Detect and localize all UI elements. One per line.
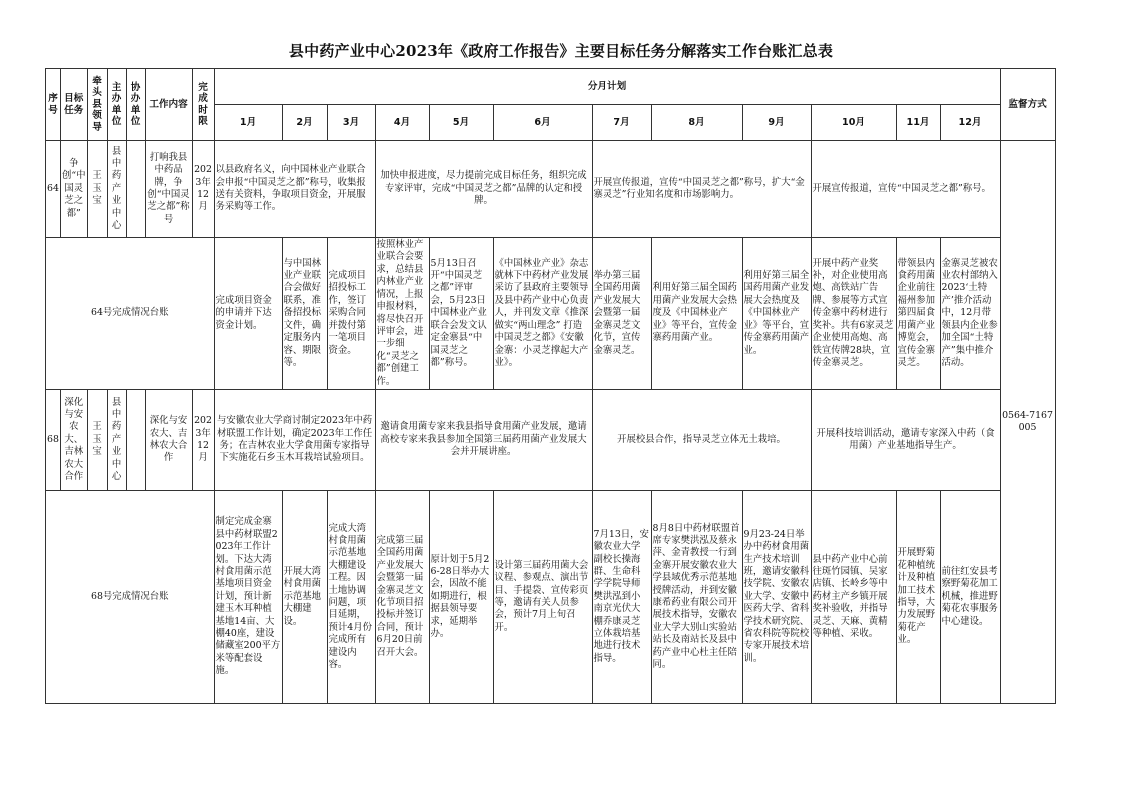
row64-status-m11: 带领县内食药用菌企业前往福州参加第四届食用菌产业博览会，宣传金寨灵芝。: [896, 238, 940, 390]
header-month: 5月: [429, 105, 493, 141]
row64-plan-q4: 开展宣传报道，宣传“中国灵芝之都”称号。: [811, 141, 1000, 238]
row64-lead: 王玉宝: [87, 141, 107, 238]
header-month: 1月: [214, 105, 282, 141]
row68-status-m5: 原计划于5月26-28日举办大会，因故不能如期进行，根据县领导要求，延期举办。: [429, 491, 493, 704]
row64-status-m10: 开展中药产业奖补，对企业使用高炮、高铁站广告牌、参展等方式宣传金寨中药材进行奖补。共有6家灵芝企业使用高炮、高铁宣传牌28块，宣传金寨灵芝。: [811, 238, 896, 390]
row68-goal: 深化与安农大、吉林农大合作: [61, 390, 88, 491]
header-month: 7月: [592, 105, 651, 141]
row64-status-label: 64号完成情况台账: [46, 238, 215, 390]
table-row-64-plan: [46, 141, 1056, 238]
task-ledger-table: [45, 68, 1056, 704]
row68-status-m9: 9月23-24日举办中药材食用菌生产技术培训班，邀请安徽科技学院、安徽农业大学、安徽中医药大学、省科学技术研究院、省农科院等院校专家开展技术培训。: [742, 491, 811, 704]
row68-status-m11: 开展野菊花种植统计及种植加工技术指导，大力发展野菊花产业。: [896, 491, 940, 704]
page-title: 县中药产业中心2023年《政府工作报告》主要目标任务分解落实工作台账汇总表: [288, 42, 834, 60]
row68-status-m8: 8月8日中药材联盟首席专家樊洪泓及蔡永萍、金青教授一行到金寨开展安徽农业大学县域优秀示范基地授牌活动，并到安徽康希药业有限公司开展技术指导，安徽农业大学大别山实验站站长及南站长及县中药产业中心杜主任陪同。: [651, 491, 742, 704]
header-month: 10月: [811, 105, 896, 141]
row68-assist-unit: [126, 390, 145, 491]
table-row-68-status: [46, 491, 1056, 704]
header-lead: 牵头县领导: [87, 69, 107, 141]
header-month: 2月: [282, 105, 327, 141]
row68-lead: 王玉宝: [87, 390, 107, 491]
row68-status-m10: 县中药产业中心前往斑竹园镇、吴家店镇、长岭乡等中药材主产乡镇开展奖补验收，并指导灵芝、天麻、黄精等种植、采收。: [811, 491, 896, 704]
row68-status-m7: 7月13日，安徽农业大学副校长操海群、生命科学学院导师樊洪泓到小南京光伏大棚乔康灵芝立体栽培基地进行技术指导。: [592, 491, 651, 704]
row68-plan-q3: 开展校县合作，指导灵芝立体无土栽培。: [592, 390, 811, 491]
row68-plan-q1: 与安徽农业大学商讨制定2023年中药材联盟工作计划，确定2023年工作任务；在吉林农业大学食用菌专家指导下实施花石乡玉木耳栽培试验项目。: [214, 390, 375, 491]
header-deadline: 完成时限: [192, 69, 214, 141]
row68-status-m12: 前往红安县考察野菊花加工机械，推进野菊花农事服务中心建设。: [940, 491, 1000, 704]
row68-status-m1: 制定完成金寨县中药材联盟2023年工作计划。下达大湾村食用菌示范基地项目资金计划，预计新建玉木耳种植基地14亩、大棚40座，建设储藏室200平方米等配套设施。: [214, 491, 282, 704]
row68-status-label: 68号完成情况台账: [46, 491, 215, 704]
header-seq: 序号: [46, 69, 61, 141]
row68-seq: 68: [46, 390, 61, 491]
row64-goal: 争创“中国灵芝之都”: [61, 141, 88, 238]
header-monthly-plan: 分月计划: [214, 69, 1000, 105]
header-supervise: 监督方式: [1000, 69, 1055, 141]
header-month: 4月: [375, 105, 429, 141]
row64-status-m4: 按照林业产业联合会要求，总结县内林业产业情况，上报申报材料，将尽快召开评审会，进一步细化“灵芝之都”创建工作。: [375, 238, 429, 390]
row64-plan-q2: 加快申报进度，尽力提前完成目标任务，组织完成专家评审，完成“中国灵芝之都”品牌的认定和授牌。: [375, 141, 592, 238]
row68-main-unit: 县中药产业中心: [107, 390, 126, 491]
row68-plan-q2: 邀请食用菌专家来我县指导食用菌产业发展，邀请高校专家来我县参加全国第三届药用菌产业发展大会并开展讲座。: [375, 390, 592, 491]
row64-seq: 64: [46, 141, 61, 238]
row68-status-m3: 完成大湾村食用菌示范基地大棚建设工程。因土地协调问题，项目延期，预计4月份完成所有建设内容。: [327, 491, 375, 704]
header-month: 11月: [896, 105, 940, 141]
header-row-1: [46, 69, 1056, 105]
header-goal: 目标任务: [61, 69, 88, 141]
row64-status-m7: 举办第三届全国药用菌产业发展大会暨第一届金寨灵芝文化节，宣传金寨灵芝。: [592, 238, 651, 390]
row64-status-m1: 完成项目资金的申请并下达资金计划。: [214, 238, 282, 390]
row68-deadline: 2023年12月: [192, 390, 214, 491]
row68-status-m4: 完成第三届全国药用菌产业发展大会暨第一届金寨灵芝文化节项目招投标并签订合同，预计6月20日前召开大会。: [375, 491, 429, 704]
row64-status-m5: 5月13日召开“中国灵芝之都”评审会，5月23日中国林业产业联合会发文认定金寨县“中国灵芝之都”称号。: [429, 238, 493, 390]
row68-status-m6: 设计第三届药用菌大会议程、参观点、演出节目、手提袋、宣传彩页等，邀请有关人员参会，预计7月上旬召开。: [493, 491, 592, 704]
row64-status-m12: 金寨灵芝被农业农村部纳入2023‘土特产’推介活动中，12月带领县内企业参加全国“土特产”集中推介活动。: [940, 238, 1000, 390]
row64-status-m6: 《中国林业产业》杂志就林下中药材产业发展采访了县政府主要领导及县中药产业中心负责人，并刊发文章《推深做实“两山理念” 打造中国灵芝之都》《安徽金寨：小灵芝撑起大产业》。: [493, 238, 592, 390]
row64-status-m9: 利用好第三届全国药用菌产业发展大会热度及《中国林业产业》等平台，宣传金寨药用菌产业。: [742, 238, 811, 390]
table-row-64-status: [46, 238, 1056, 390]
header-month: 9月: [742, 105, 811, 141]
table-row-68-plan: [46, 390, 1056, 491]
header-month: 12月: [940, 105, 1000, 141]
row64-main-unit: 县中药产业中心: [107, 141, 126, 238]
row64-plan-q3: 开展宣传报道，宣传“中国灵芝之都”称号，扩大“金寨灵芝”行业知名度和市场影响力。: [592, 141, 811, 238]
supervise-value: 0564-7167005: [1000, 141, 1055, 704]
row64-status-m2: 与中国林业产业联合会做好联系，准备招投标文件，确定服务内容、期限等。: [282, 238, 327, 390]
header-month: 3月: [327, 105, 375, 141]
row64-status-m3: 完成项目招投标工作，签订采购合同并拨付第一笔项目资金。: [327, 238, 375, 390]
row68-content: 深化与安农大、吉林农大合作: [145, 390, 192, 491]
header-month: 6月: [493, 105, 592, 141]
row64-status-m8: 利用好第三届全国药用菌产业发展大会热度及《中国林业产业》等平台，宣传金寨药用菌产业。: [651, 238, 742, 390]
header-assist-unit: 协办单位: [126, 69, 145, 141]
header-main-unit: 主办单位: [107, 69, 126, 141]
row64-content: 打响我县中药品牌，争创“中国灵芝之都”称号: [145, 141, 192, 238]
row64-plan-q1: 以县政府名义，向中国林业产业联合会申报“中国灵芝之都”称号，收集报送有关资料，争取项目资金，开展服务采购等工作。: [214, 141, 375, 238]
row68-status-m2: 开展大湾村食用菌示范基地大棚建设。: [282, 491, 327, 704]
header-content: 工作内容: [145, 69, 192, 141]
row68-plan-q4: 开展科技培训活动，邀请专家深入中药（食用菌）产业基地指导生产。: [811, 390, 1000, 491]
row64-assist-unit: [126, 141, 145, 238]
header-month: 8月: [651, 105, 742, 141]
row64-deadline: 2023年12月: [192, 141, 214, 238]
